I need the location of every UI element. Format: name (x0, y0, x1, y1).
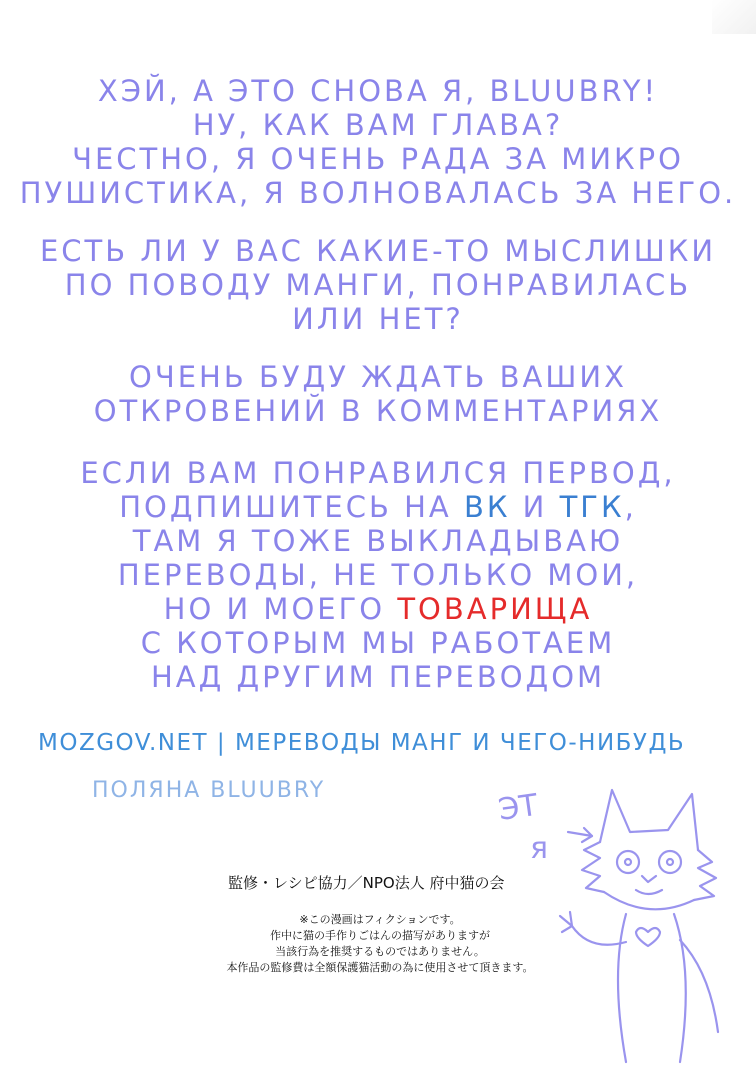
credits-note-line: ※この漫画はフィクションです。 (299, 913, 461, 926)
credits-note-line: 作中に猫の手作りごはんの描写がありますが (270, 929, 490, 942)
question-line: ЕСТЬ ЛИ У ВАС КАКИЕ-ТО МЫСЛИШКИ (39, 234, 717, 268)
tg-link[interactable]: ТГК (559, 490, 625, 524)
subscribe-line (0, 592, 756, 626)
doodle-word-1: ЭТ (496, 787, 541, 828)
channel-link[interactable]: ПОЛЯНА BLUUBRY (92, 778, 326, 803)
doodle-word-2: я (530, 831, 549, 866)
subscribe-line: ТАМ Я ТОЖЕ ВЫКЛАДЫВАЮ (132, 524, 624, 558)
comments-line: ОТКРОВЕНИЙ В КОММЕНТАРИЯХ (93, 394, 663, 428)
vk-link[interactable]: ВК (463, 490, 511, 524)
subscribe-line: С КОТОРЫМ МЫ РАБОТАЕМ (140, 626, 616, 660)
greeting-line: ХЭЙ, А ЭТО СНОВА Я, BLUUBRY! (97, 74, 659, 108)
question-line: ПО ПОВОДУ МАНГИ, ПОНРАВИЛАСЬ (64, 268, 692, 302)
paragraph-greeting (0, 74, 756, 210)
credits-title: 監修・レシピ協力／NPO法人 府中猫の会 (228, 874, 505, 892)
subscribe-comma: , (624, 490, 637, 524)
subscribe-line: НАД ДРУГИМ ПЕРЕВОДОМ (150, 660, 606, 694)
credits-notes (200, 912, 560, 976)
greeting-line: НУ, КАК ВАМ ГЛАВА? (192, 108, 564, 142)
subscribe-line (0, 490, 756, 524)
credits-note-line: 本作品の監修費は全額保護猫活動の為に使用させて頂きます。 (226, 961, 534, 974)
greeting-line: ЧЕСТНО, Я ОЧЕНЬ РАДА ЗА МИКРО (72, 142, 684, 176)
greeting-line: ПУШИСТИКА, Я ВОЛНОВАЛАСЬ ЗА НЕГО. (19, 176, 737, 210)
subscribe-line: ПЕРЕВОДЫ, НЕ ТОЛЬКО МОИ, (117, 558, 639, 592)
credits-note-line: 当該行為を推奨するものではありません。 (275, 945, 485, 958)
site-link[interactable]: MOZGOV.NET | МЕРЕВОДЫ МАНГ И ЧЕГО-НИБУДЬ (38, 730, 686, 756)
corner-mark (712, 0, 756, 34)
subscribe-and: И (510, 490, 560, 524)
paragraph-question (0, 234, 756, 336)
subscribe-line: ЕСЛИ ВАМ ПОНРАВИЛСЯ ПЕРВОД, (80, 456, 676, 490)
paragraph-subscribe (0, 456, 756, 694)
comments-line: ОЧЕНЬ БУДУ ЖДАТЬ ВАШИХ (129, 360, 627, 394)
paragraph-comments (0, 360, 756, 428)
question-line: ИЛИ НЕТ? (292, 302, 464, 336)
comrade-link[interactable]: ТОВАРИЩА (397, 592, 593, 626)
subscribe-prefix: ПОДПИШИТЕСЬ НА (119, 490, 464, 524)
comrade-prefix: НО И МОЕГО (163, 592, 398, 626)
